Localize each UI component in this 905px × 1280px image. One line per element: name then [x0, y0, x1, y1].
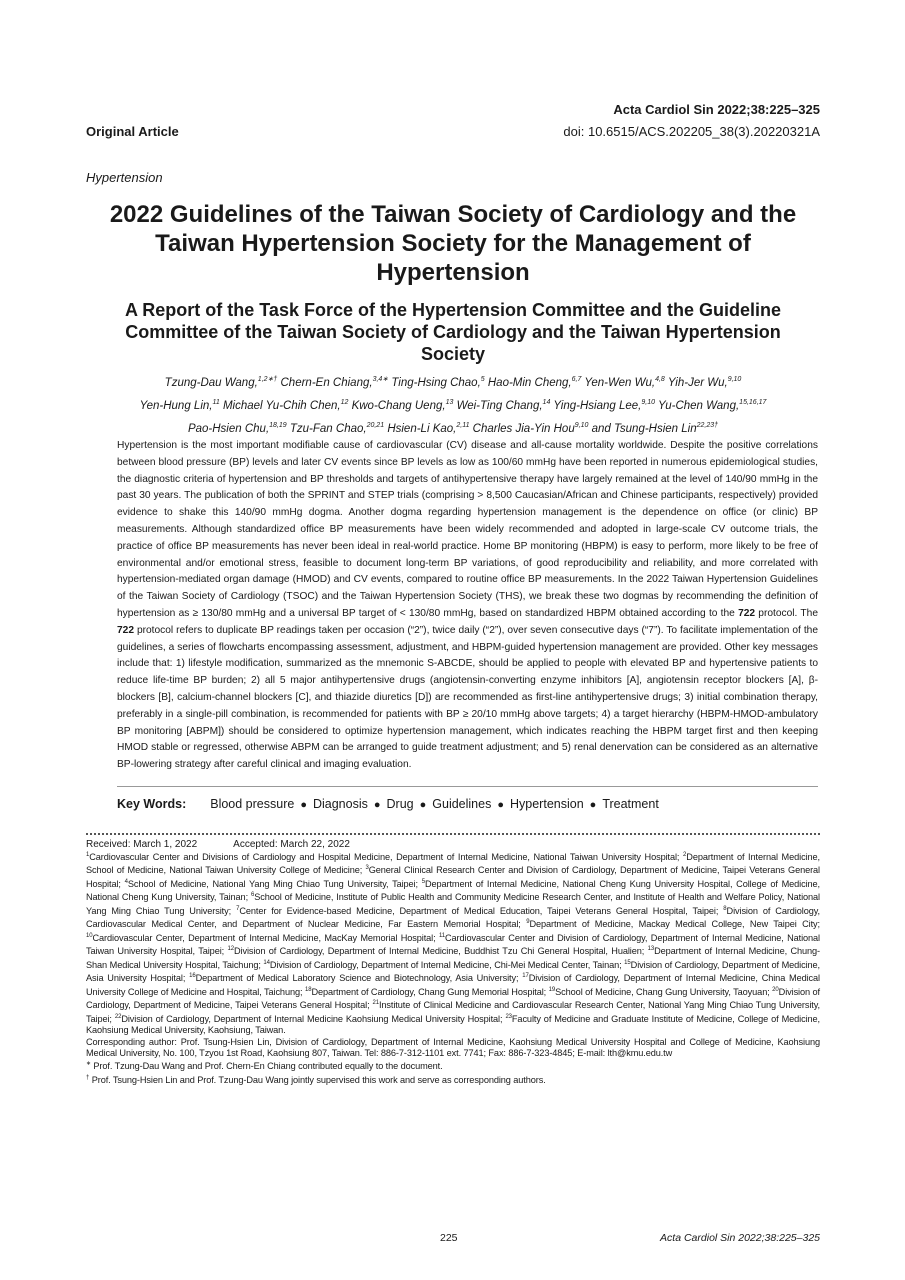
- author-name: Hao-Min Cheng,: [487, 376, 572, 389]
- topic-label: Hypertension: [86, 170, 163, 185]
- affiliation-number: 14: [263, 959, 270, 966]
- affiliation-text: General Clinical Research Center and Division of Cardiology, Department of Medicine, Taipei Veterans General Hospital;: [86, 865, 821, 889]
- author-name: Yen-Hung Lin,: [139, 399, 213, 412]
- keyword-separator: ●: [300, 799, 307, 811]
- journal-citation: Acta Cardiol Sin 2022;38:225–325: [613, 102, 820, 117]
- keyword: Diagnosis: [312, 797, 368, 811]
- note-mark: †: [86, 1074, 90, 1081]
- affiliation-text: Department of Cardiology, Chang Gung Memorial Hospital;: [311, 986, 549, 997]
- keyword-separator: ●: [589, 799, 597, 811]
- note-text: Prof. Tsung-Hsien Lin and Prof. Tzung-Dau Wang jointly supervised this work and serve as corresponding authors.: [89, 1074, 546, 1085]
- author-name: Ting-Hsing Chao,: [391, 376, 481, 389]
- abstract-divider: [117, 786, 818, 787]
- protocol-722: 722: [738, 607, 756, 619]
- author-affiliation-mark: 9,10: [641, 398, 655, 406]
- affiliation-number: 21: [372, 1000, 379, 1007]
- author-name: Chern-En Chiang,: [280, 376, 373, 389]
- equal-contribution-note: [86, 1059, 820, 1072]
- author-affiliation-mark: 1,2∗†: [257, 376, 278, 383]
- supervision-note: [86, 1073, 820, 1086]
- affiliation-text: School of Medicine, Chang Gung University, Taoyuan;: [555, 986, 773, 997]
- affiliation-text: Division of Cardiology, Department of Internal Medicine, China Medical University College of Medicine and Hospital, Taichung;: [86, 973, 820, 997]
- affiliation-number: 23: [505, 1013, 512, 1020]
- keyword-separator: ●: [497, 799, 504, 811]
- author-name: Yih-Jer Wu,: [667, 376, 728, 389]
- keywords-label: Key Words:: [117, 797, 187, 811]
- author-name: and Tsung-Hsien Lin: [591, 422, 697, 435]
- affiliation-number: 22: [114, 1013, 122, 1020]
- abstract-text: protocol refers to duplicate BP readings taken per occasion (“2”), twice daily (“2”), over seven consecutive days (“7”). To facilitate implementation of the guidelines, a series of flowcharts encompassing assessment, adjustment, and HBPM-guided hypertension management are provided. Other key messages include that: 1) lifestyle modification, summarized as the mnemonic S-ABCDE, should be applied to people with elevated BP and hypertensive patients to reduce life-time BP burden; 2) all 5 major antihypertensive drugs (angiotensin-converting enzyme inhibitors [A], angiotensin receptor blockers [A], β-blockers [B], calcium-channel blockers [C], and thiazide diuretics [D]) are recommended as first-line antihypertensive drugs; 3) initial combination therapy, preferably in a single-pill combination, is recommended for patients with BP ≥ 20/10 mmHg above targets; 4) a target hierarchy (HBPM-HMOD-ambulatory BP monitoring [ABPM]) should be considered to optimize hypertension management, which indicates reaching the HBPM target first and then keeping HMOD stable or regressed, otherwise ABPM can be arranged to guide treatment adjustment; and 5) renal denervation can be considered as an alternative BP-lowering strategy after careful clinical and imaging evaluation.: [117, 624, 818, 771]
- affiliation-number: 9: [526, 919, 530, 926]
- affiliation-text: School of Medicine, National Yang Ming Chiao Tung University, Taipei;: [127, 879, 422, 889]
- author-name: Kwo-Chang Ueng,: [351, 399, 446, 412]
- affiliation-number: 2: [683, 852, 687, 858]
- author-name: Hsien-Li Kao,: [387, 422, 457, 435]
- keyword-separator: ●: [419, 799, 427, 811]
- affiliation-text: Center for Evidence-based Medicine, Department of Medical Education, Taipei Veterans General Hospital, Taipei;: [239, 905, 724, 916]
- author-name: Charles Jia-Yin Hou: [472, 422, 575, 435]
- affiliation-number: 3: [365, 865, 369, 872]
- affiliation-number: 11: [438, 932, 446, 939]
- affiliation-number: 5: [421, 878, 425, 885]
- affiliations: [86, 850, 820, 1037]
- affiliation-number: 18: [304, 986, 312, 993]
- author-affiliation-mark: 4,8: [655, 376, 665, 383]
- keyword-separator: ●: [373, 799, 381, 811]
- footnote-divider: [86, 833, 820, 835]
- affiliation-number: 16: [189, 973, 196, 980]
- affiliation-number: 7: [236, 905, 240, 912]
- paper-title: 2022 Guidelines of the Taiwan Society of Cardiology and the Taiwan Hypertension Society for the Management of Hypertension: [109, 201, 797, 286]
- keyword: Hypertension: [510, 797, 584, 811]
- affiliation-text: Department of Internal Medicine, Chung-Shan Medical University Hospital, Taichung;: [86, 946, 820, 970]
- affiliation-text: School of Medicine, Institute of Public Health and Community Medicine Research Center, and Institute of Health and Welfare Policy, National Yang Ming Chiao Tung University;: [86, 892, 820, 916]
- affiliation-number: 15: [624, 959, 631, 966]
- affiliation-number: 12: [227, 946, 234, 953]
- paper-subtitle: A Report of the Task Force of the Hypertension Committee and the Guideline Committee of the Taiwan Society of Cardiology and the Taiwan Hypertension Society: [124, 300, 782, 364]
- article-dates: [86, 839, 386, 850]
- affiliation-text: Division of Cardiology, Department of Medicine, Asia University Hospital;: [86, 959, 820, 984]
- author-name: Yu-Chen Wang,: [657, 399, 740, 412]
- author-affiliation-mark: 3,4∗: [372, 376, 389, 383]
- author-name: Tzu-Fan Chao,: [289, 422, 367, 435]
- author-name: Ying-Hsiang Lee,: [553, 399, 642, 412]
- affiliation-number: 13: [647, 946, 655, 953]
- affiliation-number: 6: [250, 892, 255, 899]
- author-affiliation-mark: 2,11: [456, 421, 470, 429]
- affiliation-text: Faculty of Medicine and Graduate Institute of Medicine, College of Medicine, Kaohsiung Medical University, Kaohsiung, Taiwan.: [86, 1013, 820, 1036]
- accepted-date: Accepted: March 22, 2022: [233, 839, 350, 850]
- affiliation-number: 1: [86, 852, 90, 858]
- author-name: Michael Yu-Chih Chen,: [222, 399, 341, 412]
- affiliation-text: Cardiovascular Center and Division of Cardiology, Department of Internal Medicine, National Taiwan University Hospital, Taipei;: [86, 932, 820, 957]
- affiliation-text: Division of Cardiology, Department of Medicine, Taipei Veterans General Hospital;: [86, 986, 820, 1011]
- affiliation-text: Institute of Clinical Medicine and Cardiovascular Research Center, National Yang Ming Chiao Tung University, Taipei;: [86, 1000, 820, 1024]
- author-affiliation-mark: 14: [542, 398, 551, 406]
- page-number: 225: [440, 1232, 458, 1244]
- affiliation-number: 20: [772, 986, 779, 993]
- keyword: Guidelines: [432, 797, 492, 811]
- affiliation-number: 19: [548, 986, 556, 993]
- abstract-text: protocol. The: [755, 607, 818, 619]
- author-affiliation-mark: 5: [480, 376, 485, 383]
- keyword: Treatment: [602, 797, 659, 811]
- author-affiliation-mark: 18,19: [269, 421, 287, 429]
- affiliation-number: 8: [723, 905, 727, 912]
- affiliation-text: Cardiovascular Center and Divisions of Cardiology and Hospital Medicine, Department of Internal Medicine, National Taiwan University Hospital;: [89, 852, 684, 863]
- running-footer: Acta Cardiol Sin 2022;38:225–325: [660, 1232, 820, 1244]
- author-affiliation-mark: 12: [340, 398, 349, 406]
- affiliation-number: 4: [124, 878, 128, 885]
- doi: doi: 10.6515/ACS.202205_38(3).20220321A: [563, 124, 820, 139]
- author-affiliation-mark: 20,21: [366, 421, 385, 429]
- author-affiliation-mark: 11: [212, 398, 220, 406]
- author-name: Tzung-Dau Wang,: [164, 376, 258, 389]
- author-affiliation-mark: 6,7: [571, 376, 582, 383]
- affiliation-text: Division of Cardiology, Department of Internal Medicine, Buddhist Tzu Chi General Hospital, Hualien;: [234, 946, 648, 957]
- keywords: [117, 797, 661, 811]
- protocol-722: 722: [117, 624, 134, 636]
- affiliation-text: Department of Medical Laboratory Science and Biotechnology, Asia University;: [195, 973, 523, 984]
- author-name: Yen-Wen Wu,: [584, 376, 656, 389]
- keyword: Drug: [386, 797, 414, 811]
- author-affiliation-mark: 9,10: [727, 376, 742, 383]
- note-text: Prof. Tzung-Dau Wang and Prof. Chern-En Chiang contributed equally to the document.: [90, 1061, 443, 1072]
- affiliation-text: Department of Medicine, Mackay Medical College, New Taipei City;: [529, 919, 820, 930]
- affiliation-text: Cardiovascular Center, Department of Internal Medicine, MacKay Memorial Hospital;: [92, 932, 439, 943]
- author-name: Wei-Ting Chang,: [456, 399, 543, 412]
- footnotes: [86, 850, 820, 1086]
- received-date: Received: March 1, 2022: [86, 839, 198, 850]
- affiliation-number: 10: [86, 932, 93, 939]
- note-mark: ∗: [86, 1061, 91, 1068]
- author-list: [86, 370, 820, 438]
- affiliation-text: Division of Cardiology, Department of Internal Medicine, Chi-Mei Medical Center, Tainan;: [269, 959, 625, 970]
- author-affiliation-mark: 15,16,17: [739, 398, 767, 406]
- affiliation-number: 17: [522, 973, 529, 980]
- affiliation-text: Department of Internal Medicine, National Cheng Kung University Hospital, College of Medicine, National Cheng Kung University, Tainan;: [86, 879, 820, 903]
- abstract-text: Hypertension is the most important modifiable cause of cardiovascular (CV) disease and all-cause mortality worldwide. Despite the positive correlations between blood pressure (BP) levels and later CV events since BP levels as low as 100/60 mmHg have been reported in numerous epidemiological studies, the diagnostic criteria of hypertension and BP thresholds and targets of antihypertensive therapy have largely remained at the level of 140/90 mmHg in the past 30 years. The publication of both the SPRINT and STEP trials (comprising > 8,500 Caucasian/African and Chinese participants, respectively) provided evidence to shake this 140/90 mmHg dogma. Another dogma regarding hypertension management is the dependence on office (or clinic) BP measurements. Although standardized office BP measurements have been widely recommended and adopted in large-scale CV outcome trials, the practice of office BP measurements has never been ideal in real-world practice. Home BP monitoring (HBPM) is easy to perform, more likely to be free of environmental and/or emotional stress, feasible to document long-term BP variations, of good reproducibility and reliability, and more correlated with hypertension-mediated organ damage (HMOD) and CV events, compared to routine office BP measurements. In the 2022 Taiwan Hypertension Guidelines of the Taiwan Society of Cardiology (TSOC) and the Taiwan Hypertension Society (THS), we break these two dogmas by recommending the definition of hypertension as ≥ 130/80 mmHg and a universal BP target of < 130/80 mmHg, based on standardized HBPM obtained according to the: [117, 440, 818, 619]
- affiliation-text: Department of Internal Medicine, School of Medicine, National Taiwan University College of Medicine;: [86, 852, 820, 876]
- author-affiliation-mark: 9,10: [574, 421, 589, 429]
- author-affiliation-mark: 13: [445, 398, 454, 406]
- article-type: Original Article: [86, 124, 179, 139]
- affiliation-text: Division of Cardiology, Department of Internal Medicine Kaohsiung Medical University Hospital;: [121, 1013, 506, 1024]
- author-name: Pao-Hsien Chu,: [187, 422, 270, 435]
- corresponding-author: Corresponding author: Prof. Tsung-Hsien Lin, Division of Cardiology, Department of Internal Medicine, Kaohsiung Medical University Hospital and College of Medicine, Kaohsiung Medical University, No. 100, Tzyou 1st Road, Kaohsiung 807, Taiwan. Tel: 886-7-312-1101 ext. 7741; Fax: 886-7-323-4845; E-mail: lth@kmu.edu.tw: [86, 1036, 820, 1058]
- keyword-items: [208, 797, 661, 811]
- abstract: [117, 438, 818, 774]
- keyword: Blood pressure: [210, 797, 295, 811]
- author-affiliation-mark: 22,23†: [696, 421, 719, 429]
- affiliation-text: Division of Cardiology, Cardiovascular Medical Center, and Department of Nuclear Medicine, Far Eastern Memorial Hospital;: [86, 905, 820, 930]
